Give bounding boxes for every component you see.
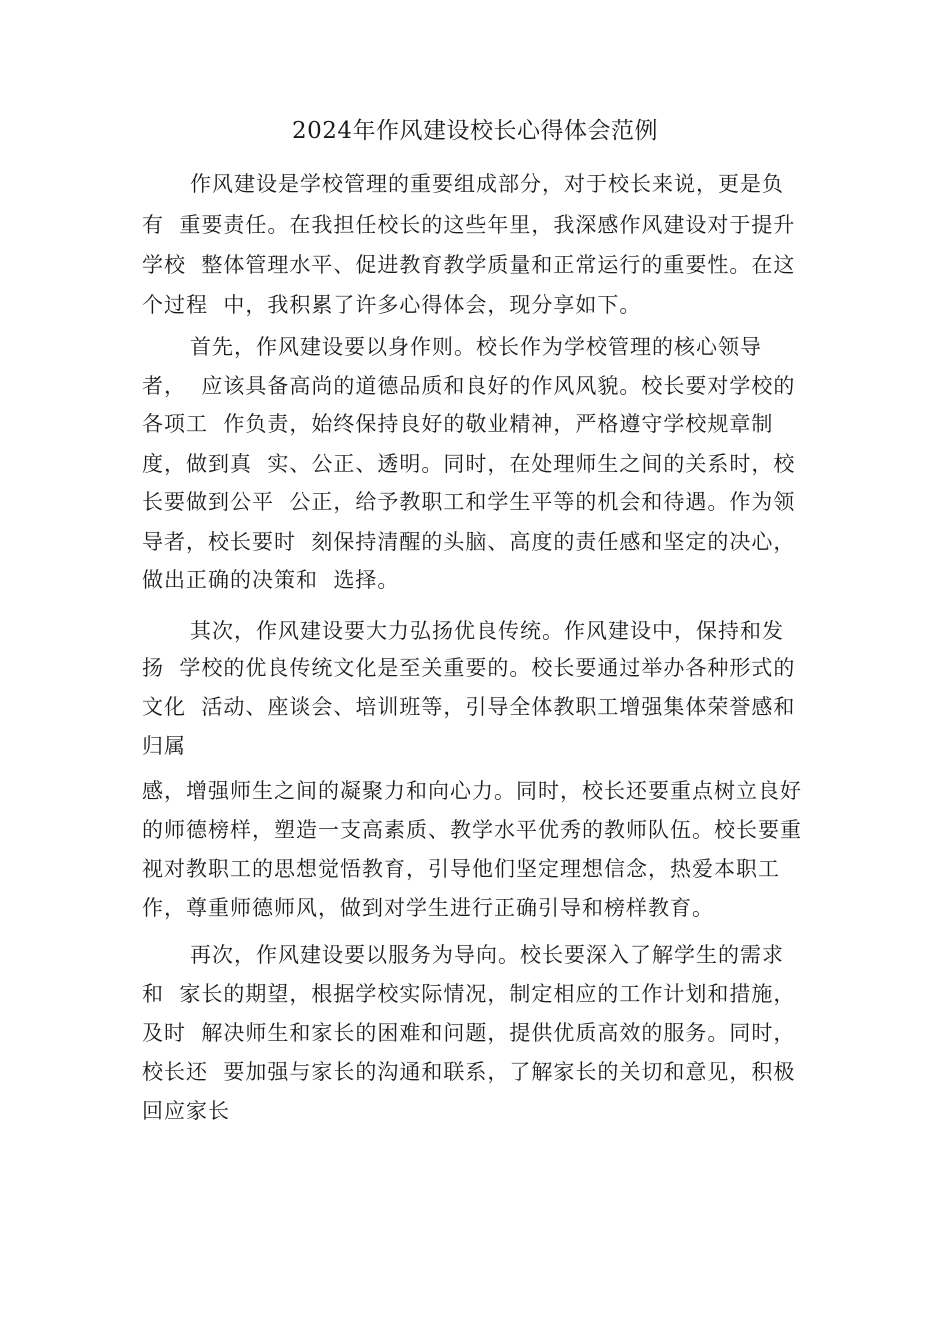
document-title: 2024年作风建设校长心得体会范例 (291, 118, 659, 144)
paragraph-5-line-3: 及时 解决师生和家长的困难和问题，提供优质高效的服务。同时， (142, 1021, 796, 1045)
paragraph-4-line-4: 作，尊重师德师风，做到对学生进行正确引导和榜样教育。 (142, 896, 714, 920)
paragraph-1-line-4: 个过程 中，我积累了许多心得体会，现分享如下。 (142, 293, 642, 317)
paragraph-1-line-3: 学校 整体管理水平、促进教育教学质量和正常运行的重要性。在这 (142, 253, 796, 277)
paragraph-3-line-3: 文化 活动、座谈会、培训班等，引导全体教职工增强集体荣誉感和 (142, 695, 796, 719)
paragraph-4-line-2: 的师德榜样，塑造一支高素质、教学水平优秀的教师队伍。校长要重 (142, 818, 802, 842)
paragraph-5-line-1: 再次，作风建设要以服务为导向。校长要深入了解学生的需求 (190, 943, 784, 967)
paragraph-2-line-5: 长要做到公平 公正，给予教职工和学生平等的机会和待遇。作为领 (142, 490, 796, 514)
paragraph-2-line-7: 做出正确的决策和 选择。 (142, 568, 400, 592)
paragraph-2-line-2: 者， 应该具备高尚的道德品质和良好的作风风貌。校长要对学校的 (142, 374, 796, 398)
paragraph-3-line-4: 归属 (142, 734, 186, 758)
paragraph-1-line-2: 有 重要责任。在我担任校长的这些年里，我深感作风建设对于提升 (142, 213, 796, 237)
paragraph-2-line-1: 首先，作风建设要以身作则。校长作为学校管理的核心领导 (190, 335, 762, 359)
paragraph-5-line-2: 和 家长的期望，根据学校实际情况，制定相应的工作计划和措施， (142, 982, 796, 1006)
paragraph-1-line-1: 作风建设是学校管理的重要组成部分，对于校长来说，更是负 (190, 172, 784, 196)
paragraph-5-line-4: 校长还 要加强与家长的沟通和联系，了解家长的关切和意见，积极 (142, 1060, 796, 1084)
paragraph-3-line-2: 扬 学校的优良传统文化是至关重要的。校长要通过举办各种形式的 (142, 656, 796, 680)
paragraph-5-line-5: 回应家长 (142, 1099, 230, 1123)
paragraph-2-line-4: 度，做到真 实、公正、透明。同时，在处理师生之间的关系时，校 (142, 452, 796, 476)
paragraph-2-line-6: 导者，校长要时 刻保持清醒的头脑、高度的责任感和坚定的决心， (142, 530, 796, 554)
paragraph-4-line-3: 视对教职工的思想觉悟教育，引导他们坚定理想信念，热爱本职工 (142, 857, 780, 881)
paragraph-4-line-1: 感，增强师生之间的凝聚力和向心力。同时，校长还要重点树立良好 (142, 779, 802, 803)
paragraph-3-line-1: 其次，作风建设要大力弘扬优良传统。作风建设中，保持和发 (190, 619, 784, 643)
paragraph-2-line-3: 各项工 作负责，始终保持良好的敬业精神，严格遵守学校规章制 (142, 412, 774, 436)
